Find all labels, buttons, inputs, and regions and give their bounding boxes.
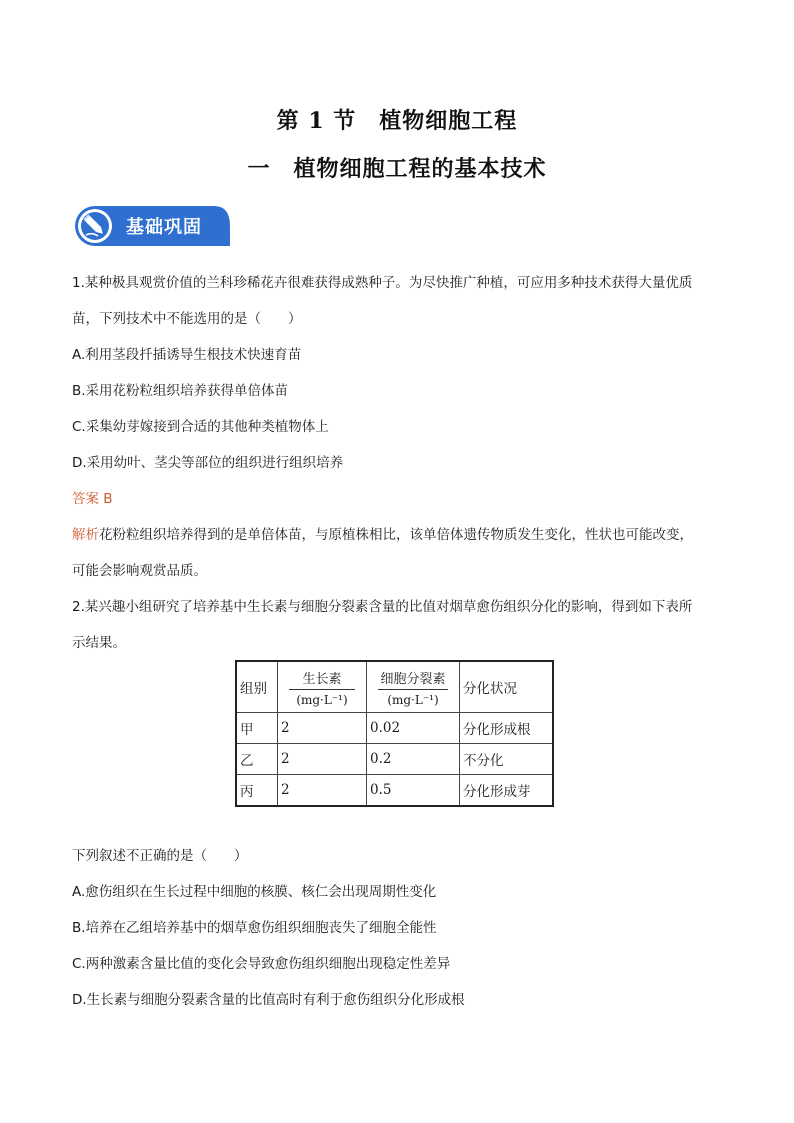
q1-option-b: B.采用花粉粒组织培养获得单倍体苗 xyxy=(72,383,289,399)
q1-analysis-line2: 可能会影响观赏品质。 xyxy=(72,563,207,579)
cell-result: 不分化 xyxy=(460,744,554,775)
answer-value: B xyxy=(99,491,113,507)
analysis-key-label: 解析 xyxy=(72,527,99,543)
q1-option-c: C.采集幼芽嫁接到合适的其他种类植物体上 xyxy=(72,419,329,435)
header-auxin xyxy=(278,661,367,713)
cell-group: 甲 xyxy=(236,713,278,744)
results-table xyxy=(235,660,554,807)
header-auxin-unit: (mg·L⁻¹) xyxy=(296,692,348,707)
badge-label: 基础巩固 xyxy=(126,217,202,238)
header-auxin-rule xyxy=(289,689,355,690)
header-cytokinin xyxy=(367,661,460,713)
cell-result: 分化形成根 xyxy=(460,713,554,744)
q1-stem-line2: 苗，下列技术中不能选用的是（ ） xyxy=(72,311,302,327)
pencil-icon xyxy=(74,205,116,247)
q1-stem-line1: 1.某种极具观赏价值的兰科珍稀花卉很难获得成熟种子。为尽快推广种植，可应用多种技术获得大量优质 xyxy=(72,275,693,291)
cell-result: 分化形成芽 xyxy=(460,775,554,807)
cell-group: 丙 xyxy=(236,775,278,807)
q2-stem-line1: 2.某兴趣小组研究了培养基中生长素与细胞分裂素含量的比值对烟草愈伤组织分化的影响，得到如下表所 xyxy=(72,599,693,615)
header-cytokinin-label: 细胞分裂素 xyxy=(380,671,446,687)
cell-cytokinin: 0.2 xyxy=(367,744,460,775)
q2-option-d: D.生长素与细胞分裂素含量的比值高时有利于愈伤组织分化形成根 xyxy=(72,992,465,1008)
cell-auxin: 2 xyxy=(278,775,367,807)
q2-stem-line2: 示结果。 xyxy=(72,635,126,651)
header-auxin-label: 生长素 xyxy=(302,671,342,687)
subsection-title: 一 植物细胞工程的基本技术 xyxy=(247,156,547,182)
q1-analysis-line1 xyxy=(72,525,693,545)
cell-auxin: 2 xyxy=(278,744,367,775)
header-cytokinin-unit: (mg·L⁻¹) xyxy=(387,692,439,707)
q1-option-a: A.利用茎段扦插诱导生根技术快速育苗 xyxy=(72,347,302,363)
header-result: 分化状况 xyxy=(460,661,554,713)
q2-option-b: B.培养在乙组培养基中的烟草愈伤组织细胞丧失了细胞全能性 xyxy=(72,920,437,936)
table-row xyxy=(236,713,553,744)
basic-consolidation-badge xyxy=(74,205,230,247)
q1-option-d: D.采用幼叶、茎尖等部位的组织进行组织培养 xyxy=(72,455,344,471)
q1-answer xyxy=(72,489,113,509)
header-cytokinin-rule xyxy=(378,689,448,690)
header-group: 组别 xyxy=(236,661,278,713)
table-row xyxy=(236,744,553,775)
cell-auxin: 2 xyxy=(278,713,367,744)
q2-option-a: A.愈伤组织在生长过程中细胞的核膜、核仁会出现周期性变化 xyxy=(72,884,437,900)
cell-cytokinin: 0.5 xyxy=(367,775,460,807)
q2-prompt: 下列叙述不正确的是（ ） xyxy=(72,848,248,864)
analysis-text-line1: 花粉粒组织培养得到的是单倍体苗，与原植株相比，该单倍体遗传物质发生变化，性状也可能改变， xyxy=(99,527,693,543)
table-header-row xyxy=(236,661,553,713)
cell-cytokinin: 0.02 xyxy=(367,713,460,744)
q2-option-c: C.两种激素含量比值的变化会导致愈伤组织细胞出现稳定性差异 xyxy=(72,956,451,972)
cell-group: 乙 xyxy=(236,744,278,775)
answer-key-label: 答案 xyxy=(72,491,99,507)
table-row xyxy=(236,775,553,807)
section-title: 第 1 节 植物细胞工程 xyxy=(276,108,518,134)
